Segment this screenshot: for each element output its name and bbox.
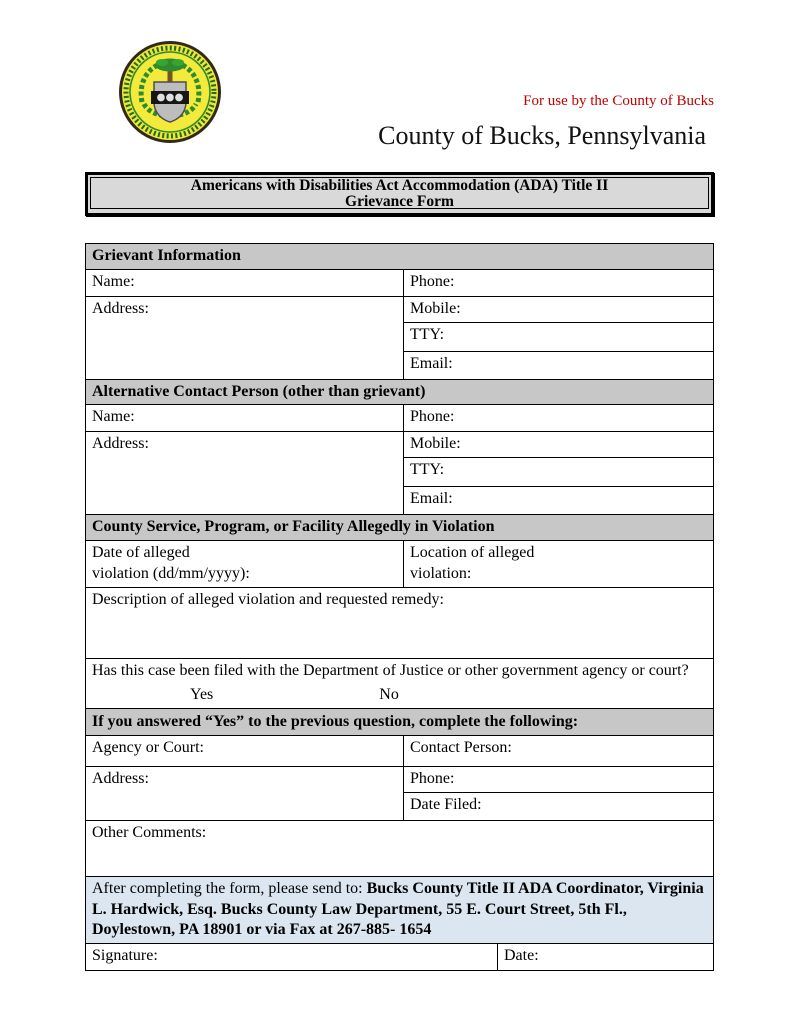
violation-date-field[interactable] — [86, 540, 404, 587]
send-instructions-note — [86, 876, 714, 943]
form-title-line1: Americans with Disabilities Act Accommodation (ADA) Title II — [190, 177, 609, 194]
county-seal-icon — [118, 40, 222, 144]
agency-address-label: Address: — [92, 769, 149, 787]
alt-tty-label: TTY: — [410, 461, 445, 479]
violation-location-field[interactable] — [404, 540, 714, 587]
date-field[interactable] — [498, 944, 714, 971]
bucks-county-seal-logo — [118, 40, 222, 144]
alt-address-field[interactable] — [86, 432, 404, 515]
grievant-email-label: Email: — [410, 354, 453, 372]
grievant-tty-field[interactable] — [404, 322, 714, 351]
filed-question-text: Has this case been filed with the Department of Justice or other government agency or court? — [92, 661, 689, 679]
violation-location-label-line2: violation: — [410, 564, 472, 582]
violation-date-label-line1: Date of alleged — [92, 543, 190, 561]
agency-field[interactable] — [86, 735, 404, 766]
other-comments-label: Other Comments: — [92, 823, 207, 841]
violation-description-field[interactable] — [86, 587, 714, 658]
alt-tty-field[interactable] — [404, 458, 714, 487]
date-filed-field[interactable] — [404, 792, 714, 820]
grievant-mobile-field[interactable] — [404, 296, 714, 322]
alt-name-label: Name: — [92, 408, 135, 426]
form-title-line2: Grievance Form — [345, 193, 454, 210]
alt-phone-field[interactable] — [404, 405, 714, 432]
violation-date-label-line2: violation (dd/mm/yyyy): — [92, 564, 250, 582]
filed-yes-option[interactable]: Yes — [190, 686, 214, 704]
agency-phone-field[interactable] — [404, 766, 714, 792]
form-title-box — [85, 172, 714, 216]
grievant-tty-label: TTY: — [410, 325, 445, 343]
signature-label: Signature: — [92, 947, 158, 965]
agency-label: Agency or Court: — [92, 738, 204, 756]
page-title: County of Bucks, Pennsylvania — [378, 121, 706, 150]
violation-location-label-line1: Location of alleged — [410, 543, 535, 561]
filed-answer-row — [92, 685, 707, 706]
alt-name-field[interactable] — [86, 405, 404, 432]
alt-email-field[interactable] — [404, 487, 714, 515]
section-header-grievant: Grievant Information — [86, 244, 714, 270]
other-comments-field[interactable] — [86, 820, 714, 876]
grievant-address-label: Address: — [92, 299, 149, 317]
alt-mobile-field[interactable] — [404, 432, 714, 458]
alt-phone-label: Phone: — [410, 408, 455, 426]
alt-mobile-label: Mobile: — [410, 435, 461, 453]
contact-person-label: Contact Person: — [410, 738, 512, 756]
agency-phone-label: Phone: — [410, 769, 455, 787]
form-title-inner — [90, 177, 709, 209]
alt-address-label: Address: — [92, 435, 149, 453]
section-header-alt-contact: Alternative Contact Person (other than grievant) — [86, 379, 714, 405]
section-header-if-yes: If you answered “Yes” to the previous question, complete the following: — [86, 709, 714, 736]
date-filed-label: Date Filed: — [410, 795, 482, 813]
contact-person-field[interactable] — [404, 735, 714, 766]
section-header-violation: County Service, Program, or Facility Allegedly in Violation — [86, 515, 714, 541]
filed-no-option[interactable]: No — [379, 686, 399, 704]
send-instructions-address: Bucks County Title II ADA Coordinator, Virginia L. Hardwick, Esq. Bucks County Law Department, 55 E. Court Street, 5th Fl., Doylestown, PA 18901 or via Fax at 267-885- 1654 — [92, 879, 704, 939]
alt-email-label: Email: — [410, 490, 453, 508]
grievant-mobile-label: Mobile: — [410, 299, 461, 317]
grievant-phone-field[interactable] — [404, 269, 714, 296]
date-label: Date: — [504, 947, 539, 965]
grievant-name-field[interactable] — [86, 269, 404, 296]
grievance-form-table — [85, 243, 714, 971]
agency-address-field[interactable] — [86, 766, 404, 820]
grievant-email-field[interactable] — [404, 351, 714, 379]
signature-field[interactable] — [86, 944, 498, 971]
filed-question-cell — [86, 658, 714, 709]
send-instructions-prefix: After completing the form, please send to: — [92, 879, 367, 897]
for-use-note: For use by the County of Bucks — [523, 93, 714, 109]
grievant-phone-label: Phone: — [410, 272, 455, 290]
grievant-name-label: Name: — [92, 272, 135, 290]
grievant-address-field[interactable] — [86, 296, 404, 379]
violation-description-label: Description of alleged violation and requested remedy: — [92, 590, 444, 608]
